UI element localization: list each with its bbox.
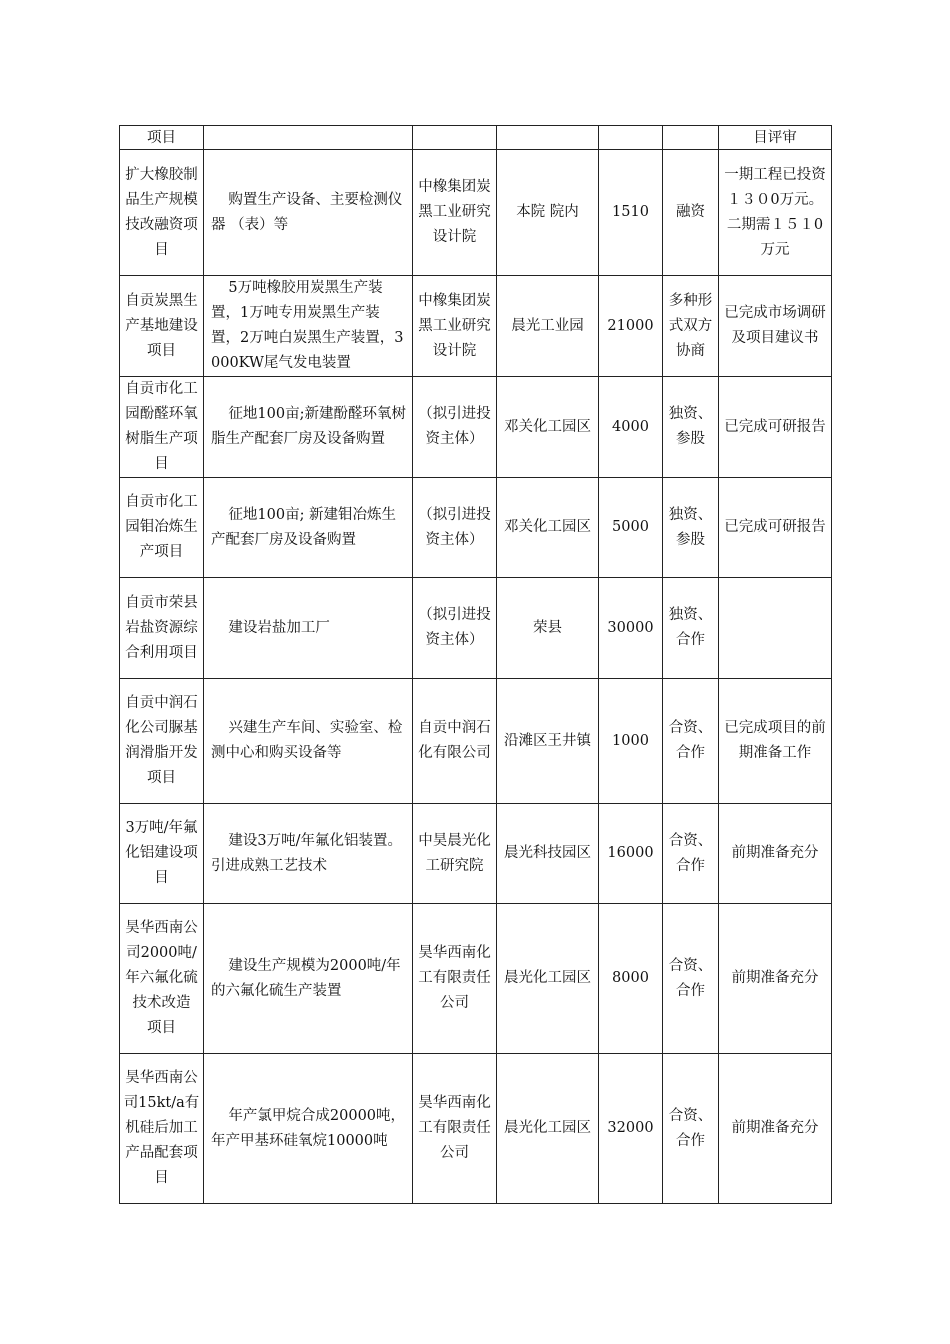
header-cell-content (204, 126, 413, 150)
project-status (719, 578, 832, 679)
project-owner: 中昊晨光化工研究院 (413, 804, 497, 904)
project-location: 晨光工业园 (497, 276, 599, 377)
project-investment: 32000 (599, 1054, 663, 1204)
project-name: 自贡市化工园酚醛环氧树脂生产项目 (120, 377, 204, 478)
project-status: 一期工程已投资１３０0万元。二期需１５１0万元 (719, 150, 832, 276)
project-name: 自贡市荣县岩盐资源综合利用项目 (120, 578, 204, 679)
table-row (120, 578, 832, 679)
project-owner: 中橡集团炭黑工业研究设计院 (413, 150, 497, 276)
header-cell-investment (599, 126, 663, 150)
project-owner: 昊华西南化工有限责任公司 (413, 904, 497, 1054)
project-owner: （拟引进投资主体） (413, 578, 497, 679)
project-investment: 8000 (599, 904, 663, 1054)
project-mode: 合资、合作 (663, 679, 719, 804)
project-content: 建设生产规模为2000吨/年的六氟化硫生产装置 (204, 904, 413, 1054)
table-row (120, 679, 832, 804)
project-status: 前期准备充分 (719, 804, 832, 904)
project-content: 购置生产设备、主要检测仪器 （表）等 (204, 150, 413, 276)
project-mode: 独资、参股 (663, 478, 719, 578)
project-owner: 昊华西南化工有限责任公司 (413, 1054, 497, 1204)
table-row (120, 377, 832, 478)
project-name: 自贡中润石化公司脲基润滑脂开发项目 (120, 679, 204, 804)
header-cell-mode (663, 126, 719, 150)
table-row (120, 150, 832, 276)
project-location: 沿滩区王井镇 (497, 679, 599, 804)
project-status: 前期准备充分 (719, 904, 832, 1054)
header-cell-status: 目评审 (719, 126, 832, 150)
table-header-row (120, 126, 832, 150)
project-name: 3万吨/年氟化铝建设项目 (120, 804, 204, 904)
header-cell-owner (413, 126, 497, 150)
project-name: 昊华西南公司15kt/a有机硅后加工产品配套项目 (120, 1054, 204, 1204)
project-name: 自贡炭黑生产基地建设项目 (120, 276, 204, 377)
project-owner: 自贡中润石化有限公司 (413, 679, 497, 804)
project-status: 前期准备充分 (719, 1054, 832, 1204)
project-investment: 21000 (599, 276, 663, 377)
project-name: 昊华西南公司2000吨/年六氟化硫技术改造 项目 (120, 904, 204, 1054)
project-location: 晨光化工园区 (497, 1054, 599, 1204)
project-location: 晨光科技园区 (497, 804, 599, 904)
table-row (120, 478, 832, 578)
project-mode: 合资、合作 (663, 904, 719, 1054)
project-investment: 30000 (599, 578, 663, 679)
project-content: 征地100亩;新建酚醛环氧树脂生产配套厂房及设备购置 (204, 377, 413, 478)
table-row (120, 904, 832, 1054)
project-mode: 合资、合作 (663, 804, 719, 904)
project-location: 邓关化工园区 (497, 377, 599, 478)
project-content: 兴建生产车间、实验室、检测中心和购买设备等 (204, 679, 413, 804)
table-row (120, 804, 832, 904)
project-location: 荣县 (497, 578, 599, 679)
project-mode: 独资、参股 (663, 377, 719, 478)
project-location: 本院 院内 (497, 150, 599, 276)
project-owner: （拟引进投资主体） (413, 478, 497, 578)
project-status: 已完成可研报告 (719, 377, 832, 478)
table-row (120, 276, 832, 377)
project-owner: （拟引进投资主体） (413, 377, 497, 478)
project-status: 已完成市场调研及项目建议书 (719, 276, 832, 377)
project-investment: 1000 (599, 679, 663, 804)
project-mode: 融资 (663, 150, 719, 276)
project-table (119, 125, 832, 1204)
project-investment: 5000 (599, 478, 663, 578)
project-mode: 多种形式双方协商 (663, 276, 719, 377)
project-status: 已完成项目的前期准备工作 (719, 679, 832, 804)
project-content: 建设岩盐加工厂 (204, 578, 413, 679)
project-investment: 4000 (599, 377, 663, 478)
project-mode: 合资、合作 (663, 1054, 719, 1204)
project-investment: 1510 (599, 150, 663, 276)
project-mode: 独资、合作 (663, 578, 719, 679)
table-row (120, 1054, 832, 1204)
project-content: 年产氯甲烷合成20000吨，年产甲基环硅氧烷10000吨 (204, 1054, 413, 1204)
project-status: 已完成可研报告 (719, 478, 832, 578)
project-name: 自贡市化工园钼冶炼生产项目 (120, 478, 204, 578)
project-name: 扩大橡胶制品生产规模技改融资项目 (120, 150, 204, 276)
project-investment: 16000 (599, 804, 663, 904)
header-cell-location (497, 126, 599, 150)
project-content: 5万吨橡胶用炭黑生产装置，1万吨专用炭黑生产装置，2万吨白炭黑生产装置，3000KW尾气发电装置 (204, 276, 413, 377)
project-location: 晨光化工园区 (497, 904, 599, 1054)
header-cell-project: 项目 (120, 126, 204, 150)
project-owner: 中橡集团炭黑工业研究设计院 (413, 276, 497, 377)
project-content: 建设3万吨/年氟化铝装置。 引进成熟工艺技术 (204, 804, 413, 904)
project-content: 征地100亩; 新建钼冶炼生产配套厂房及设备购置 (204, 478, 413, 578)
project-location: 邓关化工园区 (497, 478, 599, 578)
